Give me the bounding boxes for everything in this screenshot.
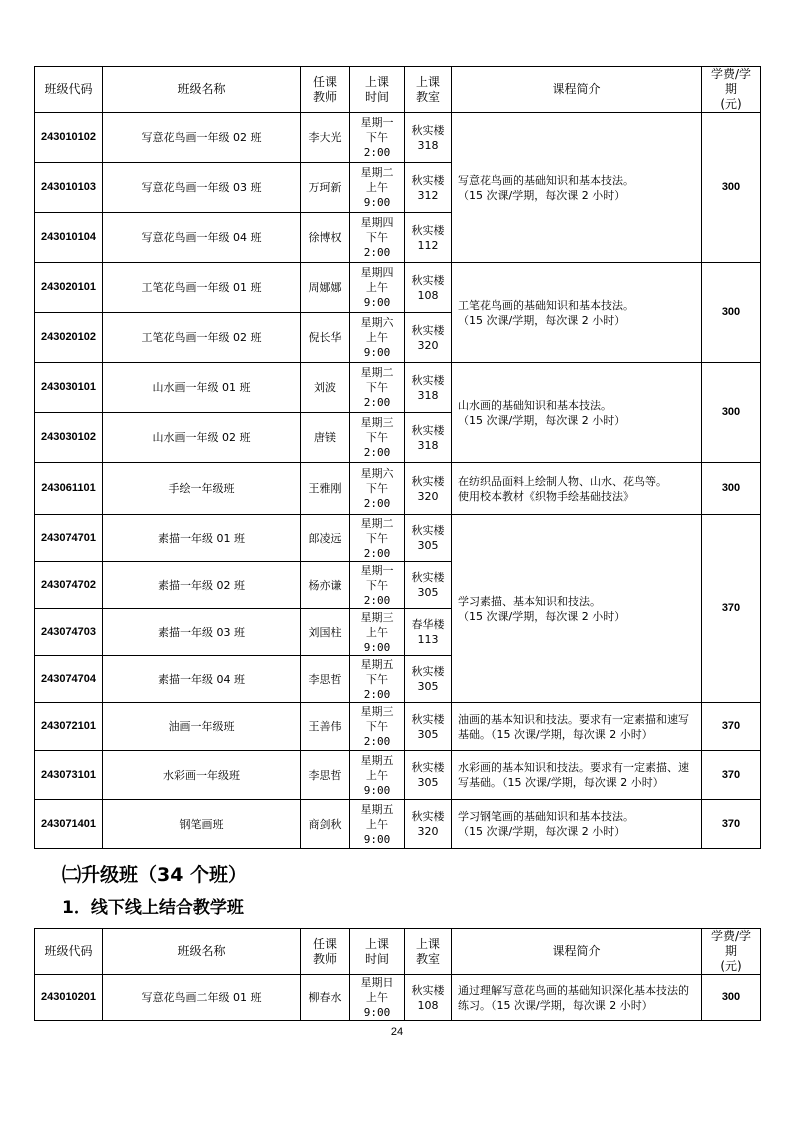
teacher: 李思哲 — [301, 656, 350, 703]
class-time: 星期二 下午 2:00 — [350, 363, 405, 413]
tuition-fee: 370 — [702, 800, 761, 849]
class-code: 243020101 — [35, 263, 103, 313]
class-time: 星期二 下午 2:00 — [350, 515, 405, 562]
teacher: 王善伟 — [301, 703, 350, 751]
class-code: 243071401 — [35, 800, 103, 849]
class-time: 星期六 上午 9:00 — [350, 313, 405, 363]
table-row — [35, 975, 761, 1021]
header-teacher: 任课 教师 — [301, 67, 350, 113]
course-description: 学习钢笔画的基础知识和基本技法。 （15 次课/学期，每次课 2 小时） — [452, 800, 702, 849]
class-code: 243074703 — [35, 609, 103, 656]
classroom: 秋实楼 112 — [405, 213, 452, 263]
tuition-fee: 300 — [702, 975, 761, 1021]
class-code: 243030101 — [35, 363, 103, 413]
class-code: 243020102 — [35, 313, 103, 363]
table-row — [35, 363, 761, 413]
class-time: 星期三 下午 2:00 — [350, 703, 405, 751]
classroom: 秋实楼 320 — [405, 463, 452, 515]
class-name: 素描一年级 04 班 — [103, 656, 301, 703]
upgrade-class-table — [34, 928, 761, 1021]
header-description: 课程简介 — [452, 67, 702, 113]
teacher: 刘波 — [301, 363, 350, 413]
tuition-fee: 300 — [702, 113, 761, 263]
class-name: 素描一年级 02 班 — [103, 562, 301, 609]
class-schedule-table — [34, 66, 761, 849]
header-room: 上课 教室 — [405, 929, 452, 975]
class-time: 星期五 下午 2:00 — [350, 656, 405, 703]
class-name: 素描一年级 03 班 — [103, 609, 301, 656]
teacher: 商剑秋 — [301, 800, 350, 849]
classroom: 秋实楼 305 — [405, 656, 452, 703]
tuition-fee: 300 — [702, 263, 761, 363]
class-name: 工笔花鸟画一年级 02 班 — [103, 313, 301, 363]
teacher: 徐博权 — [301, 213, 350, 263]
class-name: 写意花鸟画一年级 02 班 — [103, 113, 301, 163]
header-fee: 学费/学期 (元) — [702, 929, 761, 975]
teacher: 万珂新 — [301, 163, 350, 213]
header-time: 上课 时间 — [350, 67, 405, 113]
class-code: 243030102 — [35, 413, 103, 463]
tuition-fee: 370 — [702, 703, 761, 751]
classroom: 秋实楼 320 — [405, 313, 452, 363]
class-time: 星期五 上午 9:00 — [350, 800, 405, 849]
table-row — [35, 263, 761, 313]
class-name: 山水画一年级 01 班 — [103, 363, 301, 413]
teacher: 李大光 — [301, 113, 350, 163]
class-name: 山水画一年级 02 班 — [103, 413, 301, 463]
class-code: 243074702 — [35, 562, 103, 609]
class-time: 星期日 上午 9:00 — [350, 975, 405, 1021]
classroom: 秋实楼 305 — [405, 751, 452, 800]
table-row — [35, 751, 761, 800]
section-title: ㈡升级班（34 个班） — [62, 864, 248, 886]
table-row — [35, 515, 761, 562]
table-row — [35, 800, 761, 849]
subsection-title: 1．线下线上结合教学班 — [62, 898, 244, 918]
teacher: 刘国柱 — [301, 609, 350, 656]
tuition-fee: 370 — [702, 751, 761, 800]
classroom: 秋实楼 305 — [405, 515, 452, 562]
class-time: 星期四 下午 2:00 — [350, 213, 405, 263]
tuition-fee: 370 — [702, 515, 761, 703]
header-description: 课程简介 — [452, 929, 702, 975]
course-description: 通过理解写意花鸟画的基础知识深化基本技法的练习。（15 次课/学期，每次课 2 小时） — [452, 975, 702, 1021]
class-time: 星期二 上午 9:00 — [350, 163, 405, 213]
header-class-name: 班级名称 — [103, 67, 301, 113]
course-description: 工笔花鸟画的基础知识和基本技法。 （15 次课/学期，每次课 2 小时） — [452, 263, 702, 363]
class-time: 星期三 上午 9:00 — [350, 609, 405, 656]
header-class-name: 班级名称 — [103, 929, 301, 975]
teacher: 王雅刚 — [301, 463, 350, 515]
header-class-code: 班级代码 — [35, 929, 103, 975]
class-name: 写意花鸟画一年级 04 班 — [103, 213, 301, 263]
course-description: 水彩画的基本知识和技法。要求有一定素描、速写基础。（15 次课/学期，每次课 2 小时） — [452, 751, 702, 800]
course-description: 油画的基本知识和技法。要求有一定素描和速写基础。（15 次课/学期，每次课 2 小时） — [452, 703, 702, 751]
classroom: 秋实楼 305 — [405, 562, 452, 609]
table-row — [35, 113, 761, 163]
page-number: 24 — [390, 1026, 404, 1038]
classroom: 秋实楼 108 — [405, 975, 452, 1021]
teacher: 郎凌远 — [301, 515, 350, 562]
class-time: 星期五 上午 9:00 — [350, 751, 405, 800]
class-name: 油画一年级班 — [103, 703, 301, 751]
class-name: 素描一年级 01 班 — [103, 515, 301, 562]
classroom: 秋实楼 320 — [405, 800, 452, 849]
classroom: 秋实楼 305 — [405, 703, 452, 751]
header-time: 上课 时间 — [350, 929, 405, 975]
class-name: 手绘一年级班 — [103, 463, 301, 515]
class-name: 钢笔画班 — [103, 800, 301, 849]
class-time: 星期三 下午 2:00 — [350, 413, 405, 463]
teacher: 杨亦谦 — [301, 562, 350, 609]
course-description: 写意花鸟画的基础知识和基本技法。 （15 次课/学期，每次课 2 小时） — [452, 113, 702, 263]
teacher: 柳春水 — [301, 975, 350, 1021]
table-row — [35, 703, 761, 751]
header-class-code: 班级代码 — [35, 67, 103, 113]
class-name: 写意花鸟画二年级 01 班 — [103, 975, 301, 1021]
class-code: 243074704 — [35, 656, 103, 703]
class-name: 写意花鸟画一年级 03 班 — [103, 163, 301, 213]
class-time: 星期四 上午 9:00 — [350, 263, 405, 313]
header-fee: 学费/学期 (元) — [702, 67, 761, 113]
classroom: 秋实楼 108 — [405, 263, 452, 313]
classroom: 春华楼 113 — [405, 609, 452, 656]
class-name: 水彩画一年级班 — [103, 751, 301, 800]
table-header-row — [35, 67, 761, 113]
header-teacher: 任课 教师 — [301, 929, 350, 975]
classroom: 秋实楼 318 — [405, 363, 452, 413]
class-code: 243072101 — [35, 703, 103, 751]
class-time: 星期一 下午 2:00 — [350, 562, 405, 609]
teacher: 唐镁 — [301, 413, 350, 463]
classroom: 秋实楼 318 — [405, 413, 452, 463]
course-description: 学习素描、基本知识和技法。 （15 次课/学期，每次课 2 小时） — [452, 515, 702, 703]
teacher: 倪长华 — [301, 313, 350, 363]
teacher: 周娜娜 — [301, 263, 350, 313]
class-code: 243010103 — [35, 163, 103, 213]
header-room: 上课 教室 — [405, 67, 452, 113]
tuition-fee: 300 — [702, 363, 761, 463]
classroom: 秋实楼 318 — [405, 113, 452, 163]
teacher: 李思哲 — [301, 751, 350, 800]
course-description: 山水画的基础知识和基本技法。 （15 次课/学期，每次课 2 小时） — [452, 363, 702, 463]
class-name: 工笔花鸟画一年级 01 班 — [103, 263, 301, 313]
classroom: 秋实楼 312 — [405, 163, 452, 213]
class-code: 243073101 — [35, 751, 103, 800]
class-code: 243010104 — [35, 213, 103, 263]
course-description: 在纺织品面料上绘制人物、山水、花鸟等。 使用校本教材《织物手绘基础技法》 — [452, 463, 702, 515]
class-code: 243074701 — [35, 515, 103, 562]
class-code: 243010102 — [35, 113, 103, 163]
table-header-row — [35, 929, 761, 975]
class-time: 星期六 下午 2:00 — [350, 463, 405, 515]
class-code: 243010201 — [35, 975, 103, 1021]
tuition-fee: 300 — [702, 463, 761, 515]
table-row — [35, 463, 761, 515]
class-code: 243061101 — [35, 463, 103, 515]
class-time: 星期一 下午 2:00 — [350, 113, 405, 163]
